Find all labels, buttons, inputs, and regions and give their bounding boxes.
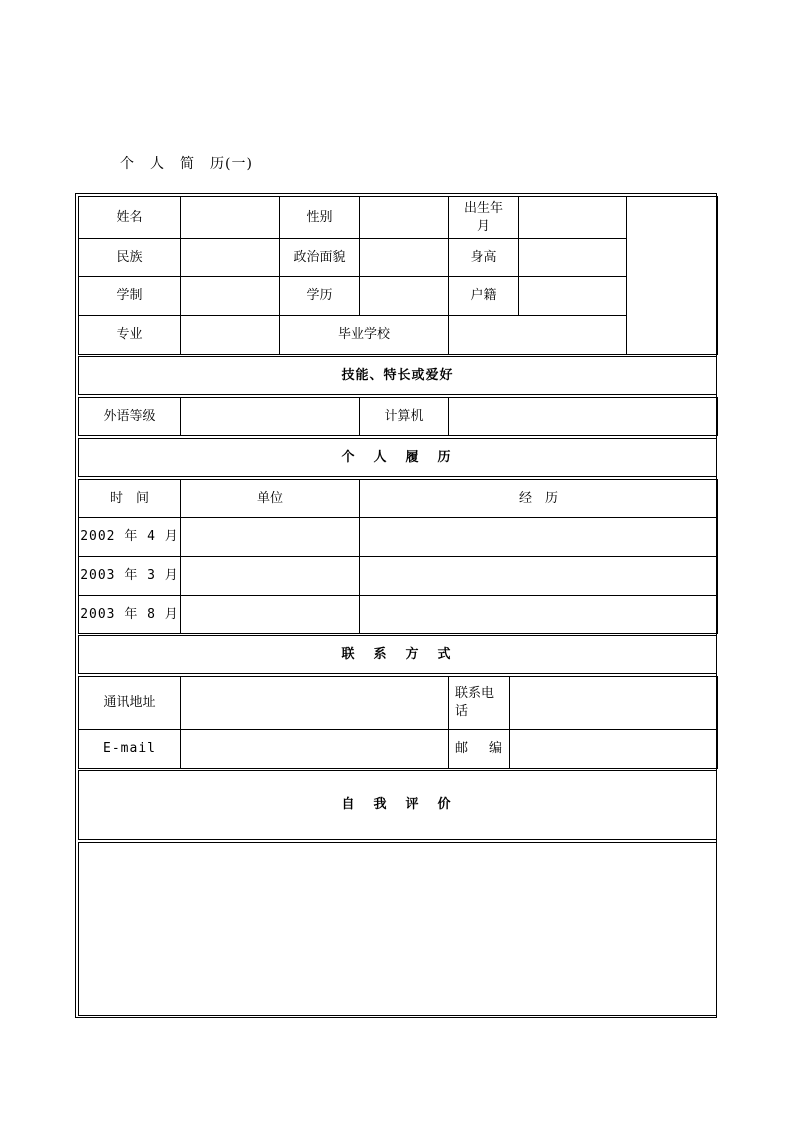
history-experience-2[interactable] <box>360 557 718 596</box>
history-experience-3[interactable] <box>360 596 718 634</box>
postcode-field[interactable] <box>510 730 718 769</box>
history-unit-2[interactable] <box>181 557 360 596</box>
height-field[interactable] <box>519 239 627 277</box>
computer-field[interactable] <box>449 398 718 436</box>
education-field[interactable] <box>360 277 449 316</box>
height-label: 身高 <box>449 239 519 277</box>
foreign-lang-field[interactable] <box>181 398 360 436</box>
education-label: 学历 <box>280 277 360 316</box>
history-unit-1[interactable] <box>181 518 360 557</box>
phone-field[interactable] <box>510 677 718 730</box>
major-label: 专业 <box>79 316 181 355</box>
ethnicity-label: 民族 <box>79 239 181 277</box>
history-col-experience: 经 历 <box>360 480 718 518</box>
contact-heading: 联 系 方 式 <box>79 636 717 674</box>
self-eval-field[interactable] <box>79 843 717 1016</box>
birth-field[interactable] <box>519 197 627 239</box>
self-eval-heading-table <box>78 770 717 840</box>
history-time-1: 2002 年 4 月 <box>79 518 181 557</box>
document-title: 个 人 简 历(一) <box>120 156 253 172</box>
skills-table <box>78 397 718 436</box>
political-label: 政治面貌 <box>280 239 360 277</box>
history-table <box>78 479 718 634</box>
history-unit-3[interactable] <box>181 596 360 634</box>
email-label: E-mail <box>79 730 181 769</box>
skills-heading: 技能、特长或爱好 <box>79 357 717 395</box>
schooling-field[interactable] <box>181 277 280 316</box>
phone-label: 联系电话 <box>449 677 510 730</box>
history-heading: 个 人 履 历 <box>79 439 717 477</box>
school-label: 毕业学校 <box>280 316 449 355</box>
history-col-unit: 单位 <box>181 480 360 518</box>
email-field[interactable] <box>181 730 449 769</box>
history-time-3: 2003 年 8 月 <box>79 596 181 634</box>
schooling-label: 学制 <box>79 277 181 316</box>
name-field[interactable] <box>181 197 280 239</box>
major-field[interactable] <box>181 316 280 355</box>
ethnicity-field[interactable] <box>181 239 280 277</box>
self-eval-table <box>78 842 717 1016</box>
photo-area[interactable] <box>627 197 718 355</box>
computer-label: 计算机 <box>360 398 449 436</box>
self-eval-heading: 自 我 评 价 <box>79 771 717 840</box>
address-field[interactable] <box>181 677 449 730</box>
basic-info-table <box>78 196 718 355</box>
name-label: 姓名 <box>79 197 181 239</box>
hukou-label: 户籍 <box>449 277 519 316</box>
postcode-label: 邮 编 <box>449 730 510 769</box>
birth-label: 出生年月 <box>449 197 519 239</box>
contact-heading-table <box>78 635 717 674</box>
foreign-lang-label: 外语等级 <box>79 398 181 436</box>
skills-heading-table <box>78 356 717 395</box>
hukou-field[interactable] <box>519 277 627 316</box>
history-heading-table <box>78 438 717 477</box>
political-field[interactable] <box>360 239 449 277</box>
history-experience-1[interactable] <box>360 518 718 557</box>
address-label: 通讯地址 <box>79 677 181 730</box>
contact-table <box>78 676 718 769</box>
gender-field[interactable] <box>360 197 449 239</box>
gender-label: 性别 <box>280 197 360 239</box>
history-col-time: 时 间 <box>79 480 181 518</box>
history-time-2: 2003 年 3 月 <box>79 557 181 596</box>
school-field[interactable] <box>449 316 627 355</box>
